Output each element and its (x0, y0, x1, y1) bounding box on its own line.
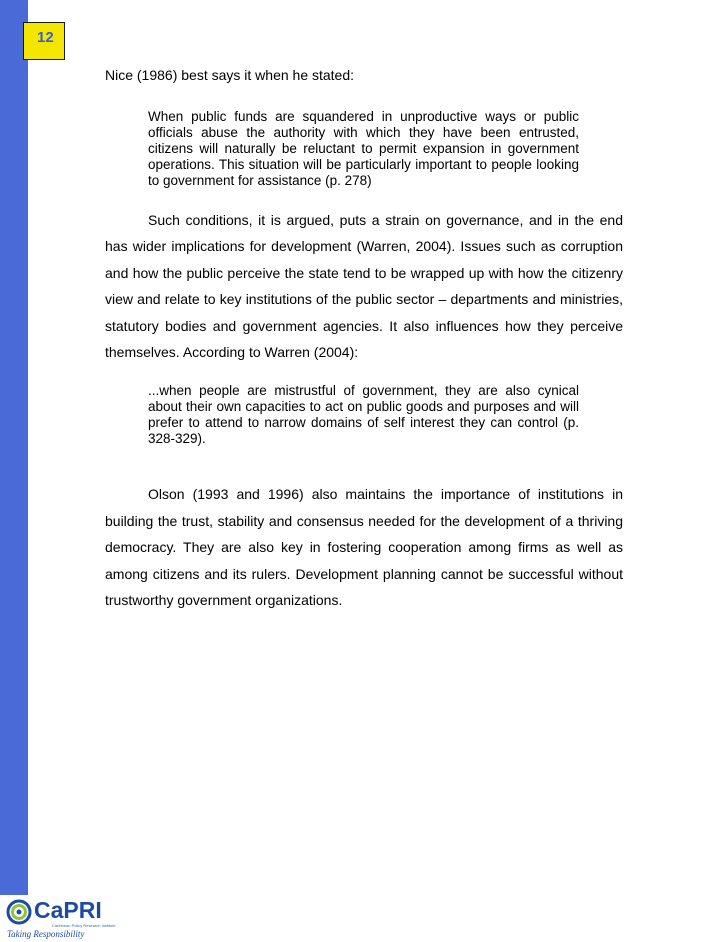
logo-tagline: Taking Responsibility (7, 929, 85, 939)
block-quote-warren: ...when people are mistrustful of government, they are also cynical about their own capacities to act on public goods and purposes and will prefer to attend to narrow domains of self interest they can control (p. 328-329). (148, 383, 579, 447)
body-paragraph-1: Such conditions, it is argued, puts a strain on governance, and in the end has wider implications for development (Warren, 2004). Issues such as corruption and how the public perceive the state tend to be wrapped up with how the citizenry view and relate to key institutions of the public sector – departments and ministries, statutory bodies and government agencies. It also influences how they perceive themselves. According to Warren (2004): (105, 212, 623, 361)
page-number: 12 (37, 29, 54, 46)
body-paragraph-2: Olson (1993 and 1996) also maintains the importance of institutions in building the trust, stability and consensus needed for the development of a thriving democracy. They are also key in fostering cooperation among firms as well as among citizens and its rulers. Development planning cannot be successful without trustworthy government organizations. (105, 486, 623, 609)
left-accent-bar (0, 0, 28, 895)
logo-subtitle: Caribbean Policy Research Institute (52, 923, 116, 928)
block-quote-nice: When public funds are squandered in unproductive ways or public officials abuse the authority with which they have been entrusted, citizens will naturally be reluctant to permit expansion in government operations. This situation will be particularly important to people looking to government for assistance (p. 278) (148, 109, 579, 188)
document-body (105, 66, 623, 613)
capri-swirl-icon (6, 899, 32, 925)
page-number-badge (23, 22, 65, 60)
logo-wordmark: CaPRI (34, 897, 102, 923)
intro-line: Nice (1986) best says it when he stated: (105, 67, 355, 83)
capri-logo (4, 893, 124, 942)
